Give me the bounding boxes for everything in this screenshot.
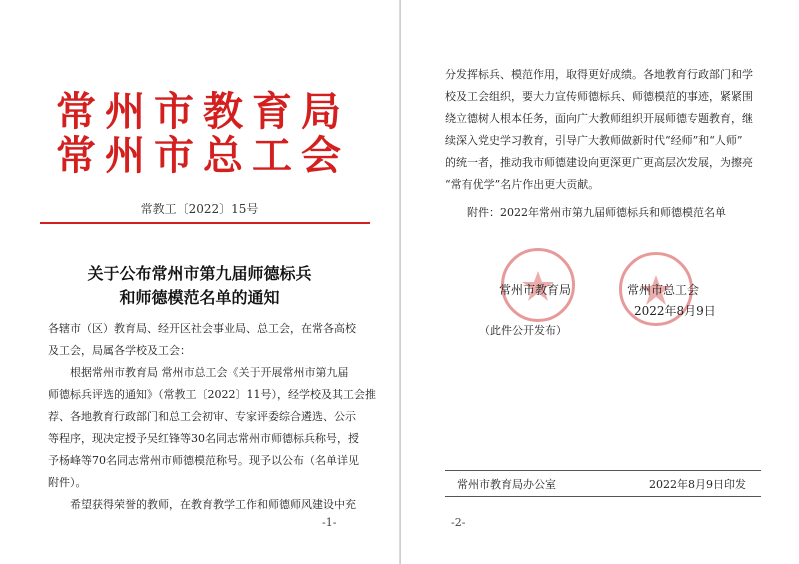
red-divider	[40, 222, 370, 224]
footer-top-rule	[445, 470, 761, 471]
subject-line-1: 关于公布常州市第九届师德标兵	[87, 264, 312, 283]
body-line: 的统一者，推动我市师德建设向更深更广更高层次发展，为擦亮	[445, 156, 753, 169]
agency-title-education-bureau: 常州市教育局	[56, 88, 350, 135]
body-line: 绕立德树人根本任务，面向广大教师组织开展师德专题教育，继	[445, 112, 753, 125]
body-line: 分发挥标兵、模范作用，取得更好成绩。各地教育行政部门和学	[445, 68, 753, 81]
document-number: 常教工〔2022〕15号	[140, 202, 259, 216]
attachment-note: 附件：2022年常州市第九届师德标兵和师德模范名单	[467, 206, 726, 219]
signer-education-bureau: 常州市教育局	[499, 283, 572, 297]
footer-issuing-office: 常州市教育局办公室	[457, 478, 556, 491]
body-line: 续深入党史学习教育，引导广大教师做新时代“经师”和“人师”	[445, 134, 743, 147]
page-number: -1-	[322, 516, 337, 529]
body-line: 附件）。	[48, 476, 87, 489]
footer-bottom-rule	[445, 496, 761, 497]
body-line: 等程序，现决定授予吴红锋等30名同志常州市师德标兵称号，授	[48, 432, 359, 445]
body-line: 各辖市（区）教育局、经开区社会事业局、总工会，在常各高校	[48, 322, 356, 335]
body-line: 希望获得荣誉的教师，在教育教学工作和师德师风建设中充	[70, 498, 356, 511]
footer-print-date: 2022年8月9日印发	[649, 478, 746, 491]
body-line: 及工会，局属各学校及工会：	[48, 344, 191, 357]
page-1	[0, 0, 399, 564]
body-line: 师德标兵评选的通知》（常教工〔2022〕11号），经学校及其工会推	[48, 388, 376, 401]
body-line: 校及工会组织，要大力宣传师德标兵、师德模范的事迹，紧紧围	[445, 90, 753, 103]
subject-line-2: 和师德模范名单的通知	[119, 288, 280, 307]
body-line: 予杨峰等70名同志常州市师德模范称号。现予以公布（名单详见	[48, 454, 359, 467]
body-line: 荐、各地教育行政部门和总工会初审、专家评委综合遴选、公示	[48, 410, 356, 423]
agency-title-trade-union: 常州市总工会	[56, 132, 350, 179]
page-number: -2-	[451, 516, 466, 529]
disclosure-note: （此件公开发布）	[479, 324, 567, 337]
issue-date: 2022年8月9日	[634, 304, 716, 318]
body-line: 根据常州市教育局 常州市总工会《关于开展常州市第九届	[70, 366, 349, 379]
body-line: “常有优学”名片作出更大贡献。	[445, 178, 600, 191]
page-2	[400, 0, 799, 564]
signer-trade-union: 常州市总工会	[627, 283, 700, 297]
